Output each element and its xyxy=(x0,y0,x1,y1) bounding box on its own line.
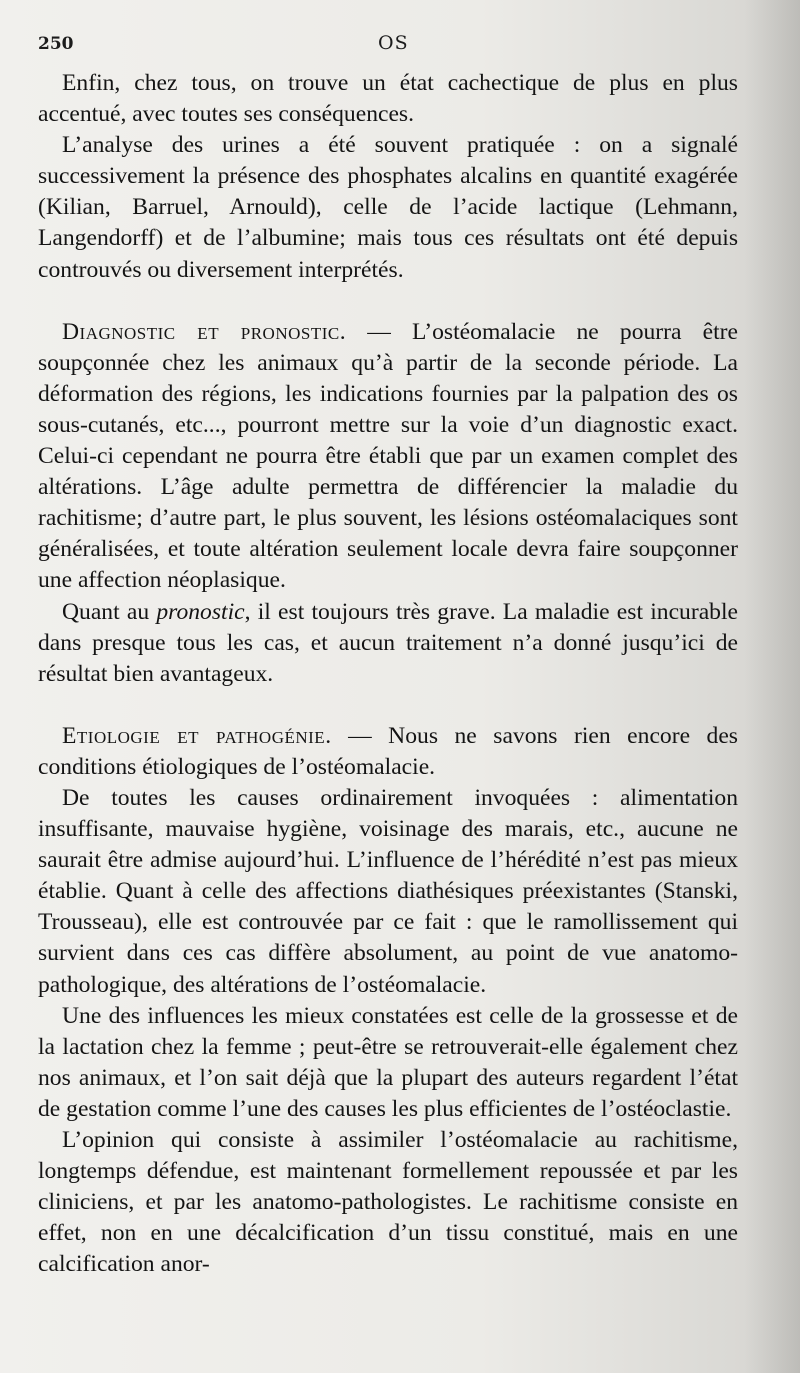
page-number: 250 xyxy=(38,34,74,54)
running-head: OS xyxy=(378,32,409,54)
diagnostic-text: — L’ostéomalacie ne pourra être soupçonnée chez les animaux qu’à partir de la seconde période. La déformation des régions, les indications fournies par la palpation des os sous-cutanés, etc..., pourront mettre sur la voie d’un diagnostic exact. Celui-ci cependant ne pourra être établi que par un examen complet des altérations. L’âge adulte permettra de différencier la maladie du rachitisme; d’autre part, le plus souvent, les lésions ostéomalaciques sont généralisées, et toute altération seulement locale devra faire soupçonner une affection néoplasique. xyxy=(38,318,738,594)
section-etiology xyxy=(38,721,738,783)
paragraph-pregnancy: Une des influences les mieux constatées est celle de la grossesse et de la lactation chez la femme ; peut-être se retrouverait-elle également chez nos animaux, et l’on sait déjà que la plupart des auteurs regardent l’état de gestation comme l’une des causes les plus efficientes de l’ostéoclastie. xyxy=(38,1002,738,1122)
paragraph-rickets: L’opinion qui consiste à assimiler l’ostéomalacie au rachitisme, longtemps défendue, est maintenant formellement repoussée et par les cliniciens, et par les anatomo-pathologistes. Le rachitisme consiste en effet, non en une décalcification d’un tissu constitué, mais en une calcification anor- xyxy=(38,1127,738,1278)
etiology-intro: — Nous ne savons rien encore des conditions étiologiques de l’ostéomalacie. xyxy=(38,722,738,780)
section-heading-diagnostic: Diagnostic et pronostic. xyxy=(62,318,347,345)
paragraph-cachexia: Enfin, chez tous, on trouve un état cachectique de plus en plus accentué, avec toutes ses conséquences. xyxy=(38,70,738,128)
paragraph-causes: De toutes les causes ordinairement invoquées : alimentation insuffisante, mauvaise hygiène, voisinage des marais, etc., aucune ne saurait être admise aujourd’hui. L’influence de l’hérédité n’est pas mieux établie. Quant à celle des affections diathésiques préexistantes (Stanski, Trousseau), elle est controuvée par ce fait : que le ramollissement qui survient dans ces cas diffère absolument, au point de vue anatomo-pathologique, des altérations de l’ostéomalacie. xyxy=(38,784,738,998)
paragraph-urine-analysis: L’analyse des urines a été souvent pratiquée : on a signalé successivement la présence des phosphates alcalins en quantité exagérée (Kilian, Barruel, Arnould), celle de l’acide lactique (Lehmann, Langendorff) et de l’albumine; mais tous ces résultats ont été depuis controuvés ou diversement interprétés. xyxy=(38,132,738,283)
prognosis-lead: Quant au xyxy=(62,598,157,625)
paragraph-prognosis xyxy=(38,597,738,690)
page-header xyxy=(38,28,740,58)
section-heading-etiology: Etiologie et pathogénie. xyxy=(62,722,332,749)
prognosis-text: , il est toujours très grave. La maladie est incurable dans presque tous les cas, et aucun traitement n’a donné jusqu’ici de résultat bien avantageux. xyxy=(38,598,738,687)
body-text xyxy=(38,68,738,1280)
section-diagnostic xyxy=(38,317,738,597)
prognosis-term: pronostic xyxy=(156,598,245,625)
